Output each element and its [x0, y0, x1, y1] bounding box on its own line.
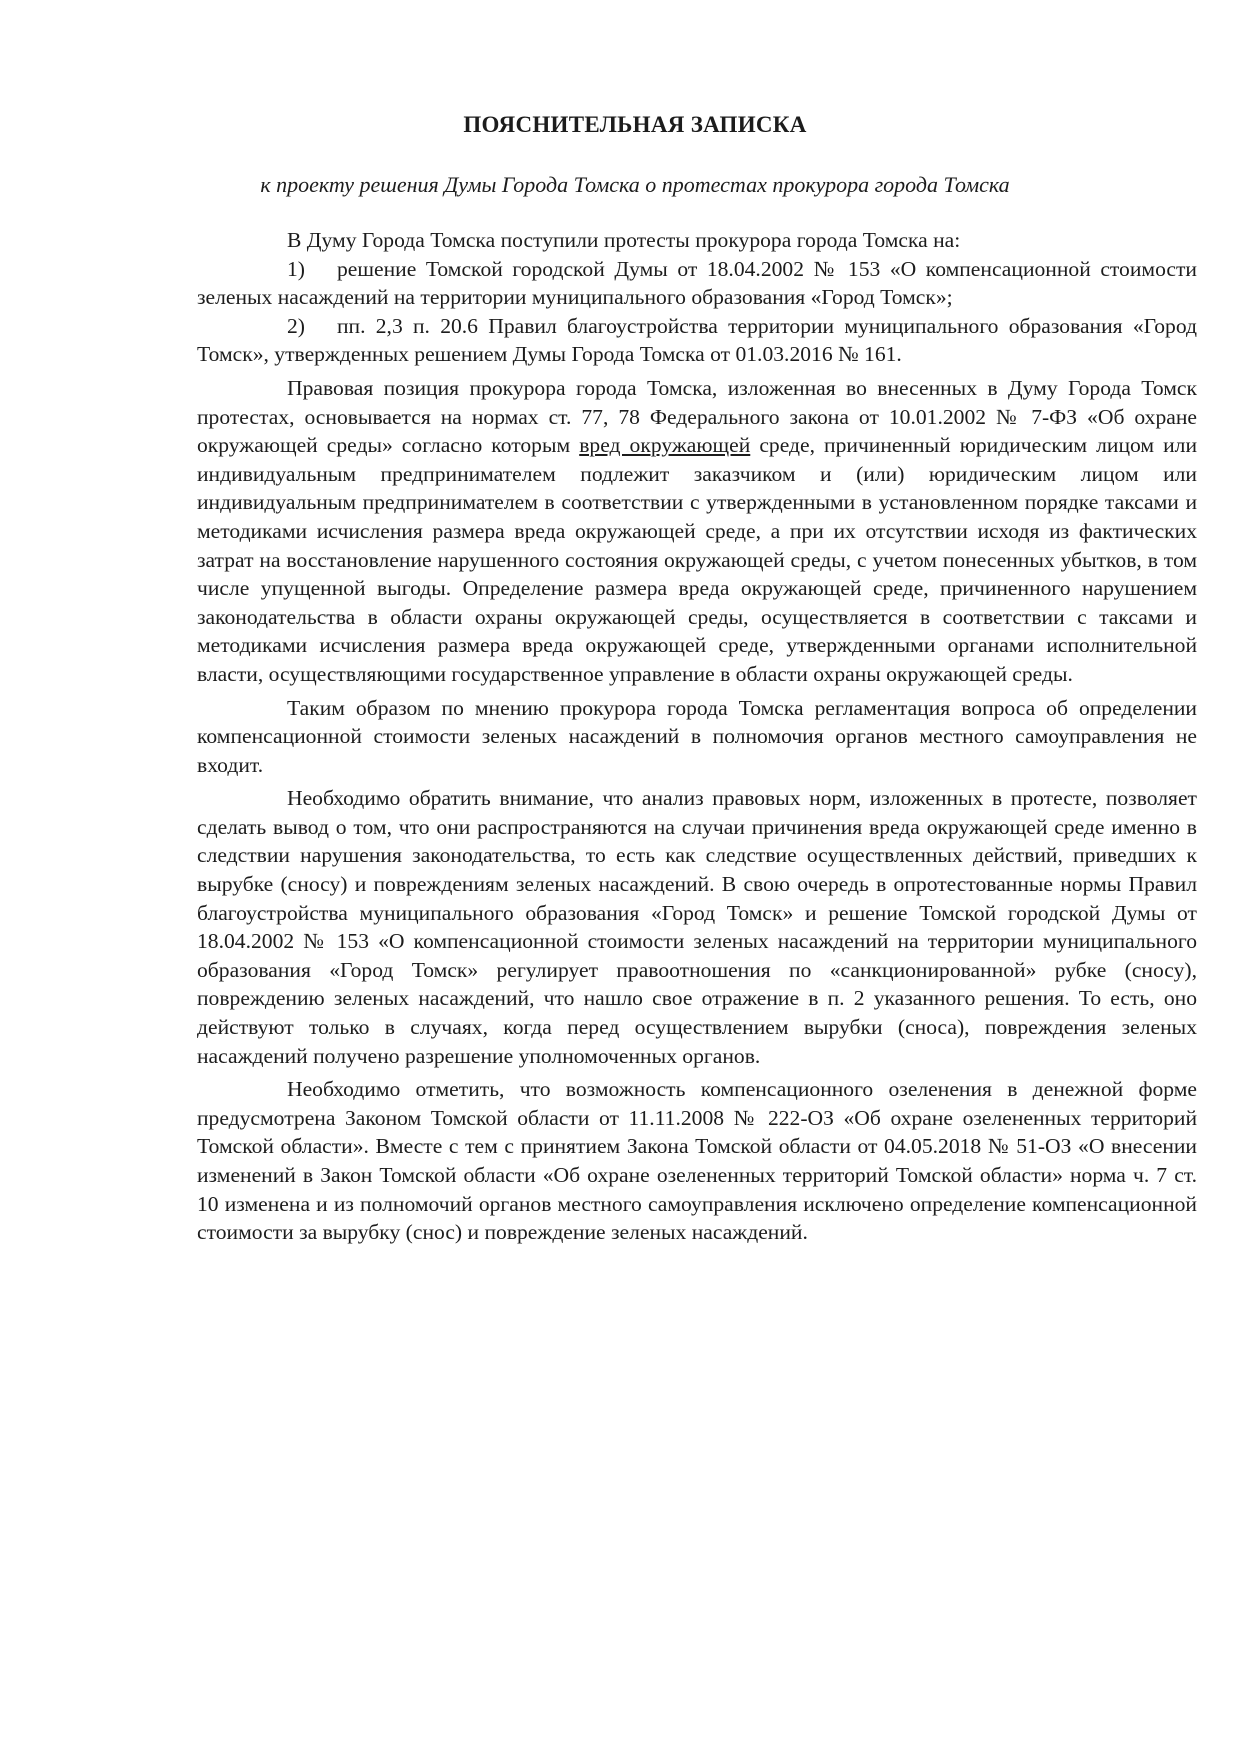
list-item-number: 1): [287, 256, 305, 281]
document-title: ПОЯСНИТЕЛЬНАЯ ЗАПИСКА: [463, 112, 807, 137]
document-body: [197, 226, 1197, 1247]
paragraph-text: Правовая позиция прокурора города Томска, изложенная во внесенных в Думу Города Томск протестах, основывается на нормах ст. 77, 78 Федерального закона от 10.01.2002 № 7-ФЗ «Об охране окружающей среды» согласно которым: [197, 375, 1197, 458]
list-item-number: 2): [287, 313, 305, 338]
list-item-text: решение Томской городской Думы от 18.04.2002 № 153 «О компенсационной стоимости зеленых насаждений на территории муниципального образования «Город Томск»;: [197, 256, 1197, 310]
list-item: [197, 312, 1197, 369]
paragraph-analysis: Необходимо обратить внимание, что анализ правовых норм, изложенных в протесте, позволяет сделать вывод о том, что они распространяются на случаи причинения вреда окружающей среде именно в следствии нарушения законодательства, то есть как следствие осуществленных действий, приведших к вырубке (сносу) и повреждениям зеленых насаждений. В свою очередь в опротестованные нормы Правил благоустройства муниципального образования «Город Томск» и решение Томской городской Думы от 18.04.2002 № 153 «О компенсационной стоимости зеленых насаждений на территории муниципального образования «Город Томск» регулирует правоотношения по «санкционированной» рубке (сносу), повреждению зеленых насаждений, что нашло свое отражение в п. 2 указанного решения. То есть, оно действуют только в случаях, когда перед осуществлением вырубки (сноса), повреждения зеленых насаждений получено разрешение уполномоченных органов.: [197, 786, 1197, 1068]
paragraph-text: среде, причиненный юридическим лицом или индивидуальным предпринимателем подлежит заказчиком и (или) юридическим лицом или индивидуальным предпринимателем в соответствии с утвержденными в установленном порядке таксами и методиками исчисления размера вреда окружающей среде, а при их отсутствии исходя из фактических затрат на восстановление нарушенного состояния окружающей среды, с учетом понесенных убытков, в том числе упущенной выгоды. Определение размера вреда окружающей среде, причиненного нарушением законодательства в области охраны окружающей среды, осуществляется в соответствии с таксами и методиками исчисления размера вреда окружающей среде, утвержденными органами исполнительной власти, осуществляющими государственное управление в области охраны окружающей среды.: [197, 433, 1197, 686]
document-subtitle: к проекту решения Думы Города Томска о протестах прокурора города Томска: [260, 172, 1010, 197]
intro-paragraph: В Думу Города Томска поступили протесты прокурора города Томска на:: [287, 228, 961, 252]
paragraph-conclusion: Таким образом по мнению прокурора города Томска регламентация вопроса об определении компенсационной стоимости зеленых насаждений в полномочия органов местного самоуправления не входит.: [197, 695, 1197, 777]
list-item-text: пп. 2,3 п. 20.6 Правил благоустройства территории муниципального образования «Город Томск», утвержденных решением Думы Города Томска от 01.03.2016 № 161.: [197, 313, 1197, 367]
list-item: [197, 255, 1197, 312]
paragraph-legal-position: [197, 374, 1197, 689]
paragraph-regional-law: Необходимо отметить, что возможность компенсационного озеленения в денежной форме предусмотрена Законом Томской области от 11.11.2008 № 222-ОЗ «Об охране озелененных территорий Томской области». Вместе с тем с принятием Закона Томской области от 04.05.2018 № 51-ОЗ «О внесении изменений в Закон Томской области «Об охране озелененных территорий Томской области» норма ч. 7 ст. 10 изменена и из полномочий органов местного самоуправления исключено определение компенсационной стоимости за вырубку (снос) и повреждение зеленых насаждений.: [197, 1077, 1197, 1245]
underlined-text: вред окружающей: [579, 433, 751, 458]
